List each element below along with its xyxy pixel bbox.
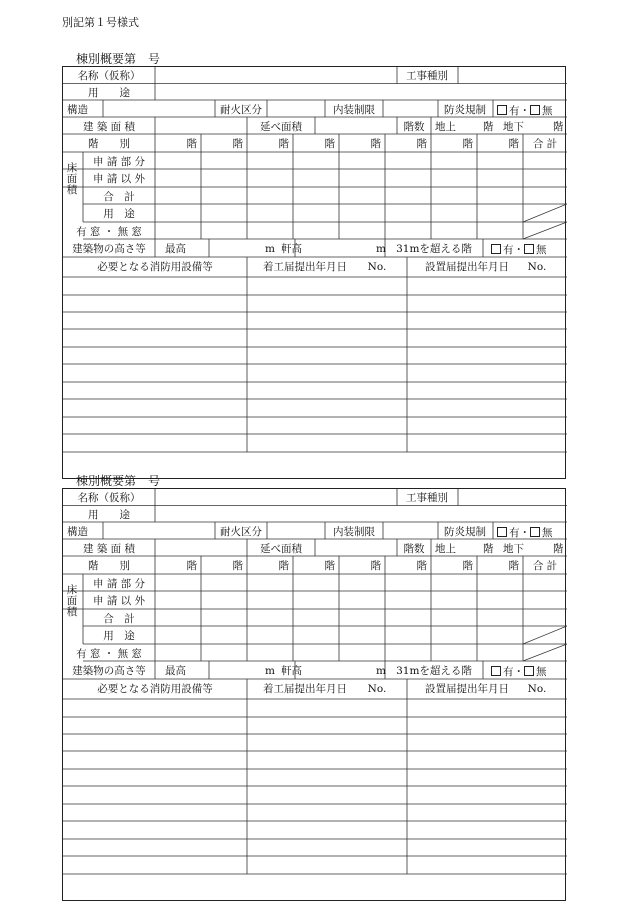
windows-label: 有 窓 ・ 無 窓	[76, 226, 142, 238]
start-no-label: No.	[367, 261, 387, 273]
over-31m-label: 31mを超える階	[396, 665, 472, 677]
name-label: 名称（仮称）	[77, 70, 141, 82]
option-has: 有・	[503, 244, 524, 256]
building-area-label: 建 築 面 積	[82, 121, 136, 133]
windows-label: 有 窓 ・ 無 窓	[76, 648, 142, 660]
floors-label: 階数	[403, 543, 425, 555]
checkbox-icon[interactable]	[524, 244, 534, 254]
max-height-label: 最高	[165, 665, 186, 677]
total-area-label: 延べ面積	[260, 543, 302, 555]
install-no-label: No.	[527, 261, 547, 273]
floor-column-label: 階	[324, 138, 335, 150]
option-has: 有・	[509, 527, 530, 539]
floors-label: 階数	[403, 121, 425, 133]
floor-usage-label: 用 途	[103, 208, 135, 220]
floor-area-char: 積	[66, 184, 78, 196]
floor-area-char: 積	[66, 606, 78, 618]
floor-usage-label: 用 途	[103, 630, 135, 642]
fire-reg-options	[497, 527, 553, 539]
checkbox-icon[interactable]	[491, 666, 501, 676]
fire-class-label: 耐火区分	[220, 526, 262, 538]
option-none: 無	[542, 527, 553, 539]
install-date-header: 設置届提出年月日	[425, 261, 509, 273]
floor-column-label: 階	[508, 138, 519, 150]
checkbox-icon[interactable]	[524, 666, 534, 676]
below-ground-label: 地下	[503, 543, 524, 555]
floor-header: 階 別	[88, 138, 130, 150]
non-application-label: 申 請 以 外	[92, 173, 146, 185]
option-none: 無	[536, 666, 547, 678]
option-none: 無	[536, 244, 547, 256]
checkbox-icon[interactable]	[530, 105, 540, 115]
work-type-label: 工事種別	[406, 70, 448, 82]
fire-class-label: 耐火区分	[220, 104, 262, 116]
option-none: 無	[542, 105, 553, 117]
interior-label: 内装制限	[333, 104, 375, 116]
floor-column-label: 階	[462, 560, 473, 572]
eave-height-unit: m	[376, 665, 386, 677]
fire-reg-options	[497, 105, 553, 117]
floor-column-label: 階	[324, 560, 335, 572]
total-column-label: 合 計	[532, 560, 558, 572]
interior-label: 内装制限	[333, 526, 375, 538]
floor-column-label: 階	[186, 560, 197, 572]
floor-unit-below: 階	[553, 543, 564, 555]
floor-column-label: 階	[416, 138, 427, 150]
usage-label: 用 途	[88, 509, 130, 521]
floor-area-vertical-label	[65, 585, 79, 618]
floor-column-label: 階	[370, 138, 381, 150]
above-ground-label: 地上	[435, 121, 456, 133]
floor-area-char: 床	[66, 162, 78, 174]
usage-label: 用 途	[88, 87, 130, 99]
max-height-label: 最高	[165, 243, 186, 255]
equipment-header: 必要となる消防用設備等	[97, 683, 213, 695]
floor-column-label: 階	[462, 138, 473, 150]
sheet-title: 棟別概要第 号	[76, 52, 161, 66]
over-31m-label: 31mを超える階	[396, 243, 472, 255]
grid-line	[523, 204, 567, 222]
start-date-header: 着工届提出年月日	[263, 683, 347, 695]
non-application-label: 申 請 以 外	[92, 595, 146, 607]
start-no-label: No.	[367, 683, 387, 695]
checkbox-icon[interactable]	[491, 244, 501, 254]
floor-area-vertical-label	[65, 163, 79, 196]
building-summary-sheet-1	[62, 66, 566, 479]
checkbox-icon[interactable]	[497, 105, 507, 115]
floor-unit-above: 階	[483, 543, 494, 555]
floor-column-label: 階	[370, 560, 381, 572]
height-label: 建築物の高さ等	[72, 243, 146, 255]
subtotal-label: 合 計	[103, 191, 135, 203]
floor-column-label: 階	[232, 560, 243, 572]
application-part-label: 申 請 部 分	[92, 156, 146, 168]
form-number-label: 別記第１号様式	[62, 16, 139, 29]
application-part-label: 申 請 部 分	[92, 578, 146, 590]
structure-label: 構造	[67, 526, 88, 538]
structure-label: 構造	[67, 104, 88, 116]
install-date-header: 設置届提出年月日	[425, 683, 509, 695]
eave-height-label: 軒高	[281, 243, 302, 255]
floor-unit-below: 階	[553, 121, 564, 133]
name-label: 名称（仮称）	[77, 492, 141, 504]
total-area-label: 延べ面積	[260, 121, 302, 133]
eave-height-unit: m	[376, 243, 386, 255]
floor-area-char: 床	[66, 584, 78, 596]
grid-line	[523, 222, 567, 239]
fire-reg-label: 防炎規制	[444, 526, 486, 538]
total-column-label: 合 計	[532, 138, 558, 150]
equipment-header: 必要となる消防用設備等	[97, 261, 213, 273]
eave-height-label: 軒高	[281, 665, 302, 677]
max-height-unit: m	[265, 665, 275, 677]
below-ground-label: 地下	[503, 121, 524, 133]
floor-column-label: 階	[278, 138, 289, 150]
checkbox-icon[interactable]	[530, 527, 540, 537]
work-type-label: 工事種別	[406, 492, 448, 504]
above-ground-label: 地上	[435, 543, 456, 555]
floor-column-label: 階	[278, 560, 289, 572]
floor-column-label: 階	[232, 138, 243, 150]
grid-line	[523, 644, 567, 661]
height-label: 建築物の高さ等	[72, 665, 146, 677]
install-no-label: No.	[527, 683, 547, 695]
floor-header: 階 別	[88, 560, 130, 572]
grid-line	[523, 626, 567, 644]
sheet-title: 棟別概要第 号	[76, 474, 161, 488]
building-summary-sheet-2	[62, 488, 566, 901]
over-31m-options	[491, 666, 547, 678]
fire-reg-label: 防炎規制	[444, 104, 486, 116]
building-area-label: 建 築 面 積	[82, 543, 136, 555]
floor-column-label: 階	[186, 138, 197, 150]
checkbox-icon[interactable]	[497, 527, 507, 537]
max-height-unit: m	[265, 243, 275, 255]
floor-area-char: 面	[66, 595, 78, 607]
floor-area-char: 面	[66, 173, 78, 185]
floor-column-label: 階	[508, 560, 519, 572]
floor-unit-above: 階	[483, 121, 494, 133]
option-has: 有・	[503, 666, 524, 678]
option-has: 有・	[509, 105, 530, 117]
subtotal-label: 合 計	[103, 613, 135, 625]
start-date-header: 着工届提出年月日	[263, 261, 347, 273]
over-31m-options	[491, 244, 547, 256]
floor-column-label: 階	[416, 560, 427, 572]
